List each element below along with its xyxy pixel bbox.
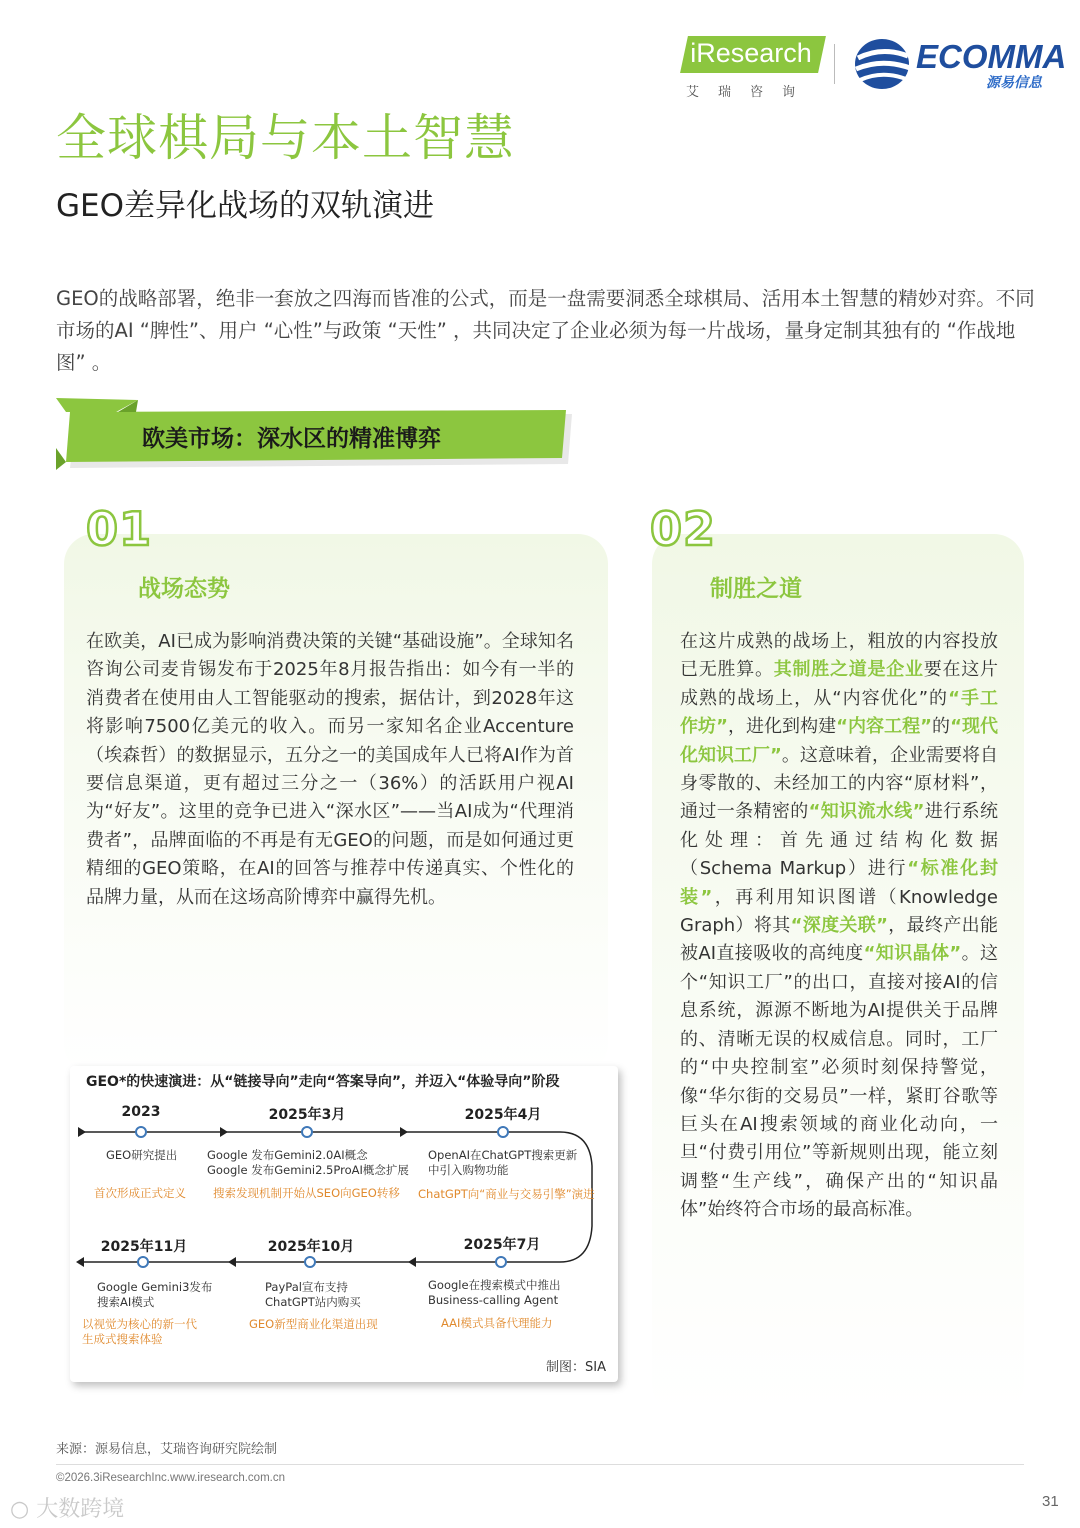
page-title: 全球棋局与本土智慧	[56, 109, 515, 167]
highlight-segment: “手工作坊”	[680, 687, 998, 738]
footer-divider	[56, 1464, 1024, 1465]
iresearch-logo-text: iResearch	[690, 38, 812, 68]
ecomma-logo-cn: 源易信息	[986, 75, 1042, 91]
watermark-icon: ○	[10, 1497, 30, 1522]
section-label: 欧美市场：深水区的精准博弈	[142, 426, 441, 452]
body-segment: 要在这片成熟的战场上，从“内容优化”的	[680, 659, 998, 709]
figure-credit: 制图：SIA	[546, 1360, 606, 1375]
highlight-segment: “知识晶体”	[863, 943, 962, 965]
iresearch-logo	[684, 36, 822, 100]
intro-paragraph: GEO的战略部署，绝非一套放之四海而皆准的公式，而是一盘需要洞悉全球棋局、活用本土智慧的精妙对弈。不同市场的AI “脾性”、用户 “心性”与政策 “天性” ，共同决定了企业必须为每一片战场，量身定制其独有的 “作战地图” 。	[56, 287, 1035, 374]
card-heading-battlefield: 战场态势	[138, 576, 230, 602]
iresearch-logo-cn: 艾瑞咨询	[686, 85, 815, 100]
timeline-event: GEO研究提出	[106, 1148, 178, 1162]
ecomma-globe-icon	[852, 36, 914, 92]
timeline-event: Google Gemini3发布 搜索AI模式	[97, 1280, 213, 1309]
card-number-02: 02	[650, 502, 717, 556]
highlight-segment: “现代化知识工厂”	[680, 716, 998, 766]
watermark-text: 大数跨境	[36, 1497, 125, 1522]
watermark	[10, 1492, 124, 1523]
body-segment: 进行系统化处理：首先通过结构化数据（Schema Markup）进行	[680, 801, 999, 880]
body-segment: 的	[932, 716, 951, 738]
highlight-segment: “知识流水线”	[808, 801, 925, 823]
body-segment: ，再利用知识图谱（Knowledge Graph）将其	[680, 886, 998, 937]
body-segment: 。这个“知识工厂”的出口，直接对接AI的信息系统，源源不断地为AI提供关于品牌的、清晰无误的权威信息。同时，工厂的“中央控制室”必须时刻保持警觉，像“华尔街的交易员”一样，紧盯谷歌等巨头在AI搜索领域的商业化动向，一旦“付费引用位”等新规则出现，能立刻调整“生产线”，确保产出的“知识晶体”始终符合市场的最高标准。	[680, 943, 999, 1221]
card-number-01: 01	[86, 502, 153, 556]
timeline-event: PayPal宣布支持 ChatGPT站内购买	[265, 1280, 361, 1309]
timeline-note: 搜索发现机制开始从SEO向GEO转移	[213, 1186, 400, 1200]
body-segment: 在这片成熟的战场上，粗放的内容投放已无胜算。	[680, 631, 998, 681]
timeline-event: Google 发布Gemini2.0AI概念 Google 发布Gemini2.5ProAI概念扩展	[207, 1148, 409, 1177]
timeline-year: 2025年10月	[267, 1239, 355, 1255]
source-note: 来源：源易信息，艾瑞咨询研究院绘制	[56, 1442, 278, 1457]
page-number: 31	[1042, 1493, 1059, 1510]
ecomma-logo-text: ECOMMA	[916, 38, 1067, 75]
timeline-note: 以视觉为核心的新一代 生成式搜索体验	[82, 1317, 197, 1346]
timeline-event: Google在搜索模式中推出 Business-calling Agent	[428, 1278, 561, 1307]
body-segment: ，最终产出能被AI直接吸收的高纯度	[680, 915, 998, 965]
highlight-segment: “标准化封装”	[680, 858, 998, 908]
card-heading-winning-way: 制胜之道	[710, 576, 802, 602]
timeline-note: AAI模式具备代理能力	[441, 1316, 553, 1330]
timeline-year: 2023	[121, 1104, 161, 1120]
highlight-segment: “深度关联”	[790, 915, 888, 937]
body-segment: 。这意味着，企业需要将自身零散的、未经加工的内容“原材料”，通过一条精密的	[680, 744, 998, 823]
timeline-year: 2025年11月	[100, 1239, 188, 1255]
card-body-battlefield: 在欧美，AI已成为影响消费决策的关键“基础设施”。全球知名咨询公司麦肯锡发布于2025年8月报告指出：如今有一半的消费者在使用由人工智能驱动的搜索，据估计，到2028年这将影响7500亿美元的收入。而另一家知名企业Accenture（埃森哲）的数据显示，五分之一的美国成年人已将AI作为首要信息渠道，更有超过三分之一（36%）的活跃用户视AI为“好友”。这里的竞争已进入“深水区”——当AI成为“代理消费者”，品牌面临的不再是有无GEO的问题，而是如何通过更精细的GEO策略，在AI的回答与推荐中传递真实、个性化的品牌力量，从而在这场高阶博弈中赢得先机。	[86, 631, 574, 908]
card-body-winning-way	[680, 628, 998, 1225]
timeline-event: OpenAI在ChatGPT搜索更新 中引入购物功能	[428, 1148, 578, 1177]
body-segment: ，进化到构建	[727, 716, 837, 738]
timeline-year: 2025年7月	[463, 1237, 541, 1253]
timeline-note: GEO新型商业化渠道出现	[249, 1317, 378, 1331]
copyright: ©2026.3iResearchInc.www.iresearch.com.cn	[56, 1472, 285, 1484]
highlight-segment: 其制胜之道是企业	[773, 659, 924, 681]
timeline-note: 首次形成正式定义	[94, 1186, 186, 1200]
timeline-title: GEO*的快速演进：从“链接导向”走向“答案导向”，并迈入“体验导向”阶段	[86, 1074, 560, 1090]
logo-divider	[834, 44, 835, 84]
highlight-segment: “内容工程”	[836, 716, 932, 738]
timeline-year: 2025年4月	[464, 1107, 542, 1123]
timeline-note: ChatGPT向“商业与交易引擎”演进	[418, 1187, 595, 1201]
timeline-year: 2025年3月	[268, 1107, 346, 1123]
page-subtitle: GEO差异化战场的双轨演进	[56, 188, 435, 224]
